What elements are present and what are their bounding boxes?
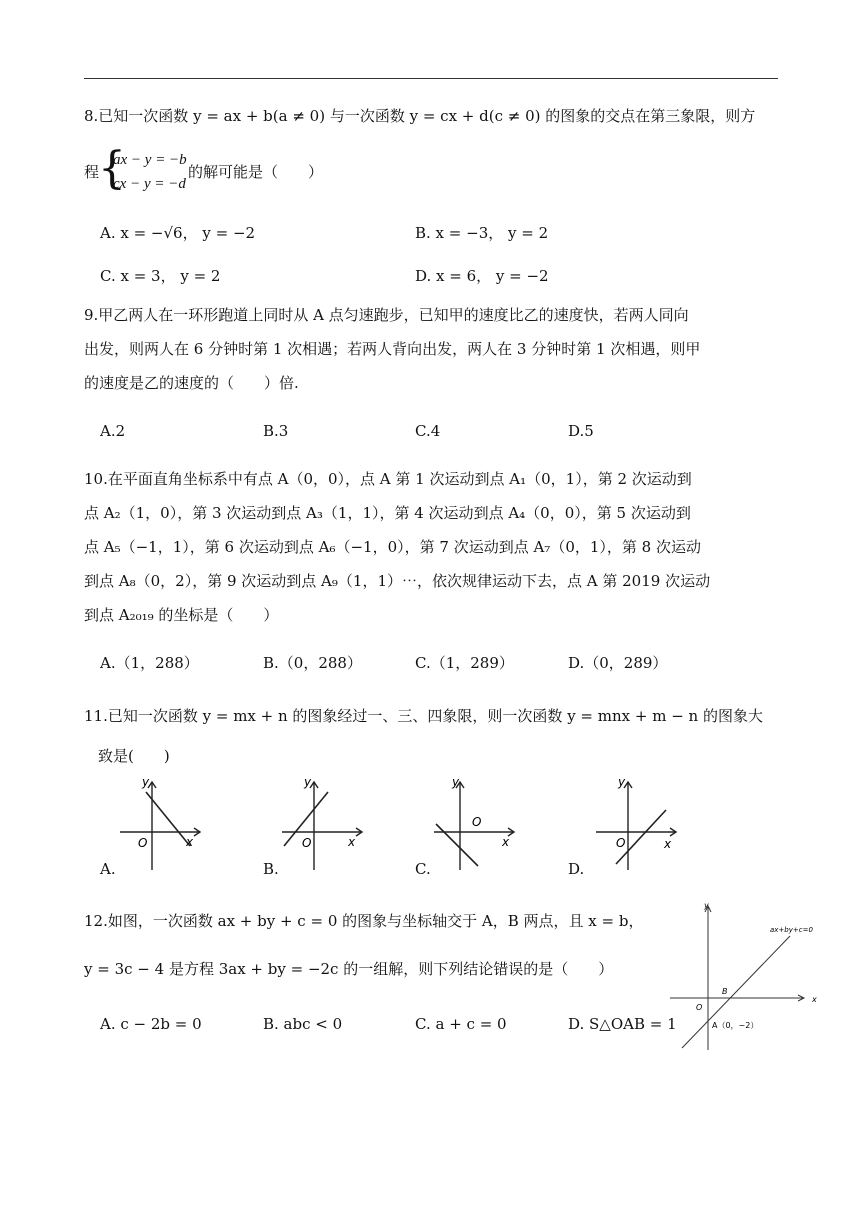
q10-option-a[interactable]: A.（1，288） — [100, 654, 199, 672]
origin-label: O — [138, 836, 148, 850]
q10-line5: 到点 A₂₀₁₉ 的坐标是（ ） — [84, 606, 279, 624]
q9-line2: 出发，则两人在 6 分钟时第 1 次相遇；若两人背向出发，两人在 3 分钟时第 1 次相遇，则甲 — [84, 340, 701, 358]
q9-option-c[interactable]: C.4 — [415, 422, 441, 440]
q11-option-a[interactable]: A. — [100, 860, 116, 878]
q8-option-a[interactable]: A. x = −√6， y = −2 — [100, 224, 256, 242]
y-label: y — [142, 775, 150, 789]
y-label: y — [304, 775, 312, 789]
q10-line4: 到点 A₈（0，2），第 9 次运动到点 A₉（1，1）⋯，依次规律运动下去，点 A 第 2019 次运动 — [84, 572, 711, 590]
q8-option-d[interactable]: D. x = 6， y = −2 — [415, 267, 549, 285]
origin-label: O — [302, 836, 312, 850]
q10-option-d[interactable]: D.（0，289） — [568, 654, 668, 672]
q8-option-b[interactable]: B. x = −3， y = 2 — [415, 224, 549, 242]
x-label: x — [348, 835, 356, 849]
q11-option-b[interactable]: B. — [263, 860, 279, 878]
q11-graph-b[interactable] — [278, 774, 368, 878]
origin-label: O — [696, 1003, 703, 1012]
line-c-decreasing — [436, 824, 478, 866]
q9-option-a[interactable]: A.2 — [100, 422, 126, 440]
q10-option-c[interactable]: C.（1，289） — [415, 654, 514, 672]
x-label: x — [664, 837, 672, 851]
q8-stem-prefix: 程 — [84, 163, 100, 181]
x-label: x — [812, 995, 817, 1004]
q10-line3: 点 A₅（−1，1），第 6 次运动到点 A₆（−1，0），第 7 次运动到点 A₇（0，1），第 8 次运动 — [84, 538, 701, 556]
origin-label: O — [472, 815, 482, 829]
origin-label: O — [616, 836, 626, 850]
line-ax-by-c — [682, 936, 790, 1048]
q9-option-b[interactable]: B.3 — [263, 422, 289, 440]
q12-option-a[interactable]: A. c − 2b = 0 — [100, 1015, 202, 1033]
q11-line1: 11.已知一次函数 y = mx + n 的图象经过一、三、四象限，则一次函数 y = mnx + m − n 的图象大 — [84, 707, 763, 725]
q9-option-d[interactable]: D.5 — [568, 422, 594, 440]
q10-option-b[interactable]: B.（0，288） — [263, 654, 362, 672]
q10-line1: 10.在平面直角坐标系中有点 A（0，0），点 A 第 1 次运动到点 A₁（0，1），第 2 次运动到 — [84, 470, 692, 488]
point-b-label: B — [722, 987, 728, 996]
x-label: x — [186, 835, 194, 849]
q11-graph-c[interactable] — [430, 774, 520, 878]
q9-line1: 9.甲乙两人在一环形跑道上同时从 A 点匀速跑步，已知甲的速度比乙的速度快，若两人同向 — [84, 306, 689, 324]
q8-stem-suffix: 的解可能是（ ） — [188, 163, 324, 181]
y-label: y — [452, 775, 460, 789]
y-label: y — [704, 901, 709, 910]
q8-system-line1: ax − y = −b — [113, 152, 187, 168]
q12-option-c[interactable]: C. a + c = 0 — [415, 1015, 507, 1033]
q11-graph-d[interactable] — [592, 774, 682, 878]
q8-system-line2: cx − y = −d — [113, 176, 186, 192]
q11-option-d[interactable]: D. — [568, 860, 585, 878]
q12-option-b[interactable]: B. abc < 0 — [263, 1015, 343, 1033]
x-label: x — [502, 835, 510, 849]
q12-line2: y = 3c − 4 是方程 3ax + by = −2c 的一组解，则下列结论错误的是（ ） — [84, 960, 614, 978]
q11-graph-a[interactable] — [116, 774, 206, 878]
q11-line2: 致是( ) — [98, 747, 170, 765]
q10-line2: 点 A₂（1，0），第 3 次运动到点 A₃（1，1），第 4 次运动到点 A₄（0，0），第 5 次运动到 — [84, 504, 691, 522]
equation-label: ax+by+c=0 — [770, 926, 813, 934]
q9-line3: 的速度是乙的速度的（ ）倍. — [84, 374, 299, 392]
q12-option-d[interactable]: D. S△OAB = 1 — [568, 1015, 677, 1033]
left-brace-icon: { — [98, 143, 126, 194]
point-a-label: A（0，−2） — [712, 1021, 759, 1030]
q8-option-c[interactable]: C. x = 3， y = 2 — [100, 267, 221, 285]
q8-stem-line1: 8.已知一次函数 y = ax + b(a ≠ 0) 与一次函数 y = cx + d(c ≠ 0) 的图象的交点在第三象限，则方 — [84, 107, 756, 125]
q12-figure — [666, 898, 826, 1057]
y-label: y — [618, 775, 626, 789]
header-rule — [84, 78, 778, 79]
q11-option-c[interactable]: C. — [415, 860, 431, 878]
q12-line1: 12.如图，一次函数 ax + by + c = 0 的图象与坐标轴交于 A，B 两点，且 x = b， — [84, 912, 644, 930]
